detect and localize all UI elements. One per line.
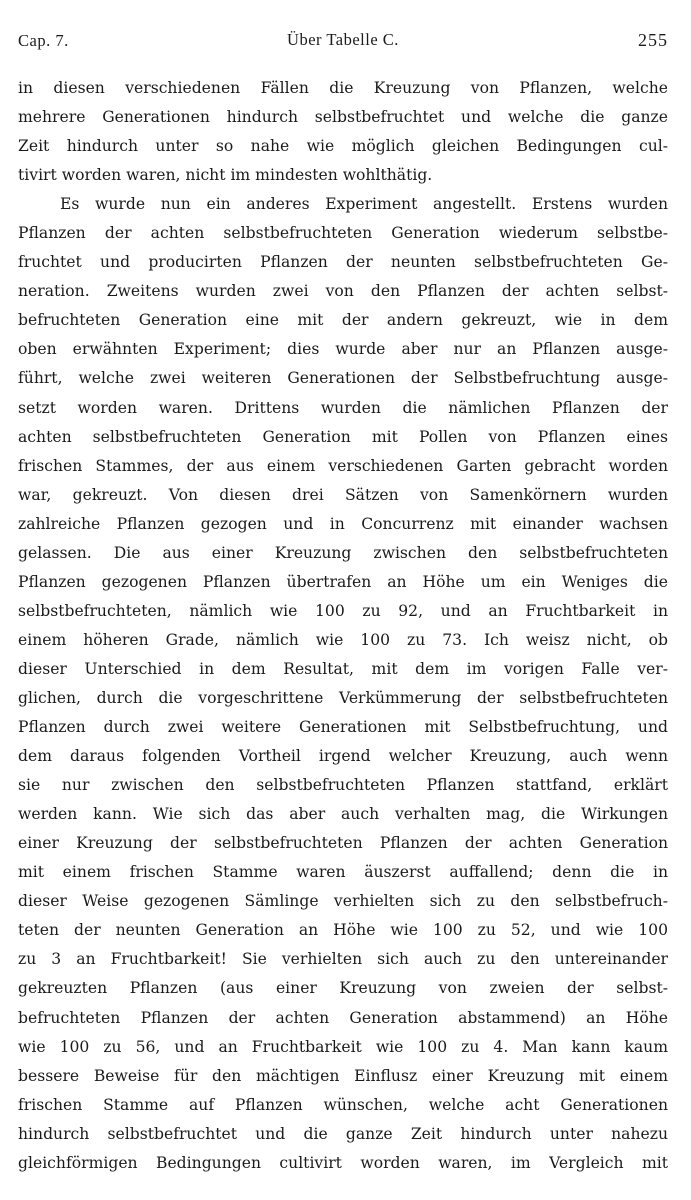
text-line: oben erwähnten Experiment; dies wurde aber nur an Pflanzen ausge-	[18, 340, 668, 359]
text-line: zu 3 an Fruchtbarkeit! Sie verhielten sich auch zu den untereinander	[18, 950, 668, 969]
text-line: gekreuzten Pflanzen (aus einer Kreuzung von zweien der selbst-	[18, 979, 668, 998]
text-line: selbstbefruchteten, nämlich wie 100 zu 92, und an Fruchtbarkeit in	[18, 601, 668, 620]
text-line: sie nur zwischen den selbstbefruchteten Pflanzen stattfand, erklärt	[18, 776, 668, 795]
text-line: neration. Zweitens wurden zwei von den Pflanzen der achten selbst-	[18, 282, 668, 301]
text-line: gleichförmigen Bedingungen cultivirt worden waren, im Vergleich mit	[18, 1153, 668, 1172]
text-line: Pflanzen gezogenen Pflanzen übertrafen an Höhe um ein Weniges die	[18, 572, 668, 591]
text-line: Pflanzen der achten selbstbefruchteten Generation wiederum selbstbe-	[18, 224, 668, 243]
text-line: gelassen. Die aus einer Kreuzung zwischen den selbstbefruchteten	[18, 543, 668, 562]
book-page	[18, 30, 668, 1178]
text-line: einem höheren Grade, nämlich wie 100 zu 73. Ich weisz nicht, ob	[18, 630, 668, 649]
running-title: Über Tabelle C.	[287, 30, 399, 49]
chapter-label: Cap. 7.	[18, 31, 69, 50]
text-line: Pflanzen durch zwei weitere Generationen mit Selbstbefruchtung, und	[18, 718, 668, 737]
text-line: setzt worden waren. Drittens wurden die nämlichen Pflanzen der	[18, 398, 668, 417]
text-line: wie 100 zu 56, und an Fruchtbarkeit wie 100 zu 4. Man kann kaum	[18, 1037, 668, 1056]
body-text	[18, 74, 668, 1178]
text-line: Zeit hindurch unter so nahe wie möglich gleichen Bedingungen cul-	[18, 137, 668, 156]
text-line: fruchtet und producirten Pflanzen der neunten selbstbefruchteten Ge-	[18, 253, 668, 272]
text-line: Es wurde nun ein anderes Experiment angestellt. Erstens wurden	[60, 195, 668, 214]
text-line: mehrere Generationen hindurch selbstbefruchtet und welche die ganze	[18, 108, 668, 127]
text-line: zahlreiche Pflanzen gezogen und in Concurrenz mit einander wachsen	[18, 514, 668, 533]
text-line: dieser Unterschied in dem Resultat, mit dem im vorigen Falle ver-	[18, 659, 668, 678]
page-number: 255	[638, 30, 668, 50]
paragraph	[18, 74, 668, 190]
text-line: führt, welche zwei weiteren Generationen der Selbstbefruchtung ausge-	[18, 369, 668, 388]
text-line: tivirt worden waren, nicht im mindesten wohlthätig.	[18, 166, 433, 185]
text-line: in diesen verschiedenen Fällen die Kreuzung von Pflanzen, welche	[18, 79, 668, 97]
text-line: befruchteten Generation eine mit der andern gekreuzt, wie in dem	[18, 311, 668, 330]
running-head	[18, 30, 668, 60]
text-line: dem daraus folgenden Vortheil irgend welcher Kreuzung, auch wenn	[18, 747, 668, 766]
text-line: frischen Stamme auf Pflanzen wünschen, welche acht Generationen	[18, 1095, 668, 1114]
text-line: dieser Weise gezogenen Sämlinge verhielten sich zu den selbstbefruch-	[18, 892, 668, 911]
text-line: befruchteten Pflanzen der achten Generation abstammend) an Höhe	[18, 1008, 668, 1027]
text-line: frischen Stammes, der aus einem verschiedenen Garten gebracht worden	[18, 456, 668, 475]
paragraph	[18, 190, 668, 1178]
text-line: hindurch selbstbefruchtet und die ganze Zeit hindurch unter nahezu	[18, 1124, 668, 1143]
text-line: war, gekreuzt. Von diesen drei Sätzen von Samenkörnern wurden	[18, 485, 668, 504]
text-line: einer Kreuzung der selbstbefruchteten Pflanzen der achten Generation	[18, 834, 668, 853]
text-line: achten selbstbefruchteten Generation mit Pollen von Pflanzen eines	[18, 427, 668, 446]
text-line: glichen, durch die vorgeschrittene Verkümmerung der selbstbefruchteten	[18, 688, 668, 707]
text-line: werden kann. Wie sich das aber auch verhalten mag, die Wirkungen	[18, 805, 668, 824]
text-line: teten der neunten Generation an Höhe wie 100 zu 52, und wie 100	[18, 921, 668, 940]
text-line: mit einem frischen Stamme waren äuszerst auffallend; denn die in	[18, 863, 668, 882]
text-line: bessere Beweise für den mächtigen Einflusz einer Kreuzung mit einem	[18, 1066, 668, 1085]
